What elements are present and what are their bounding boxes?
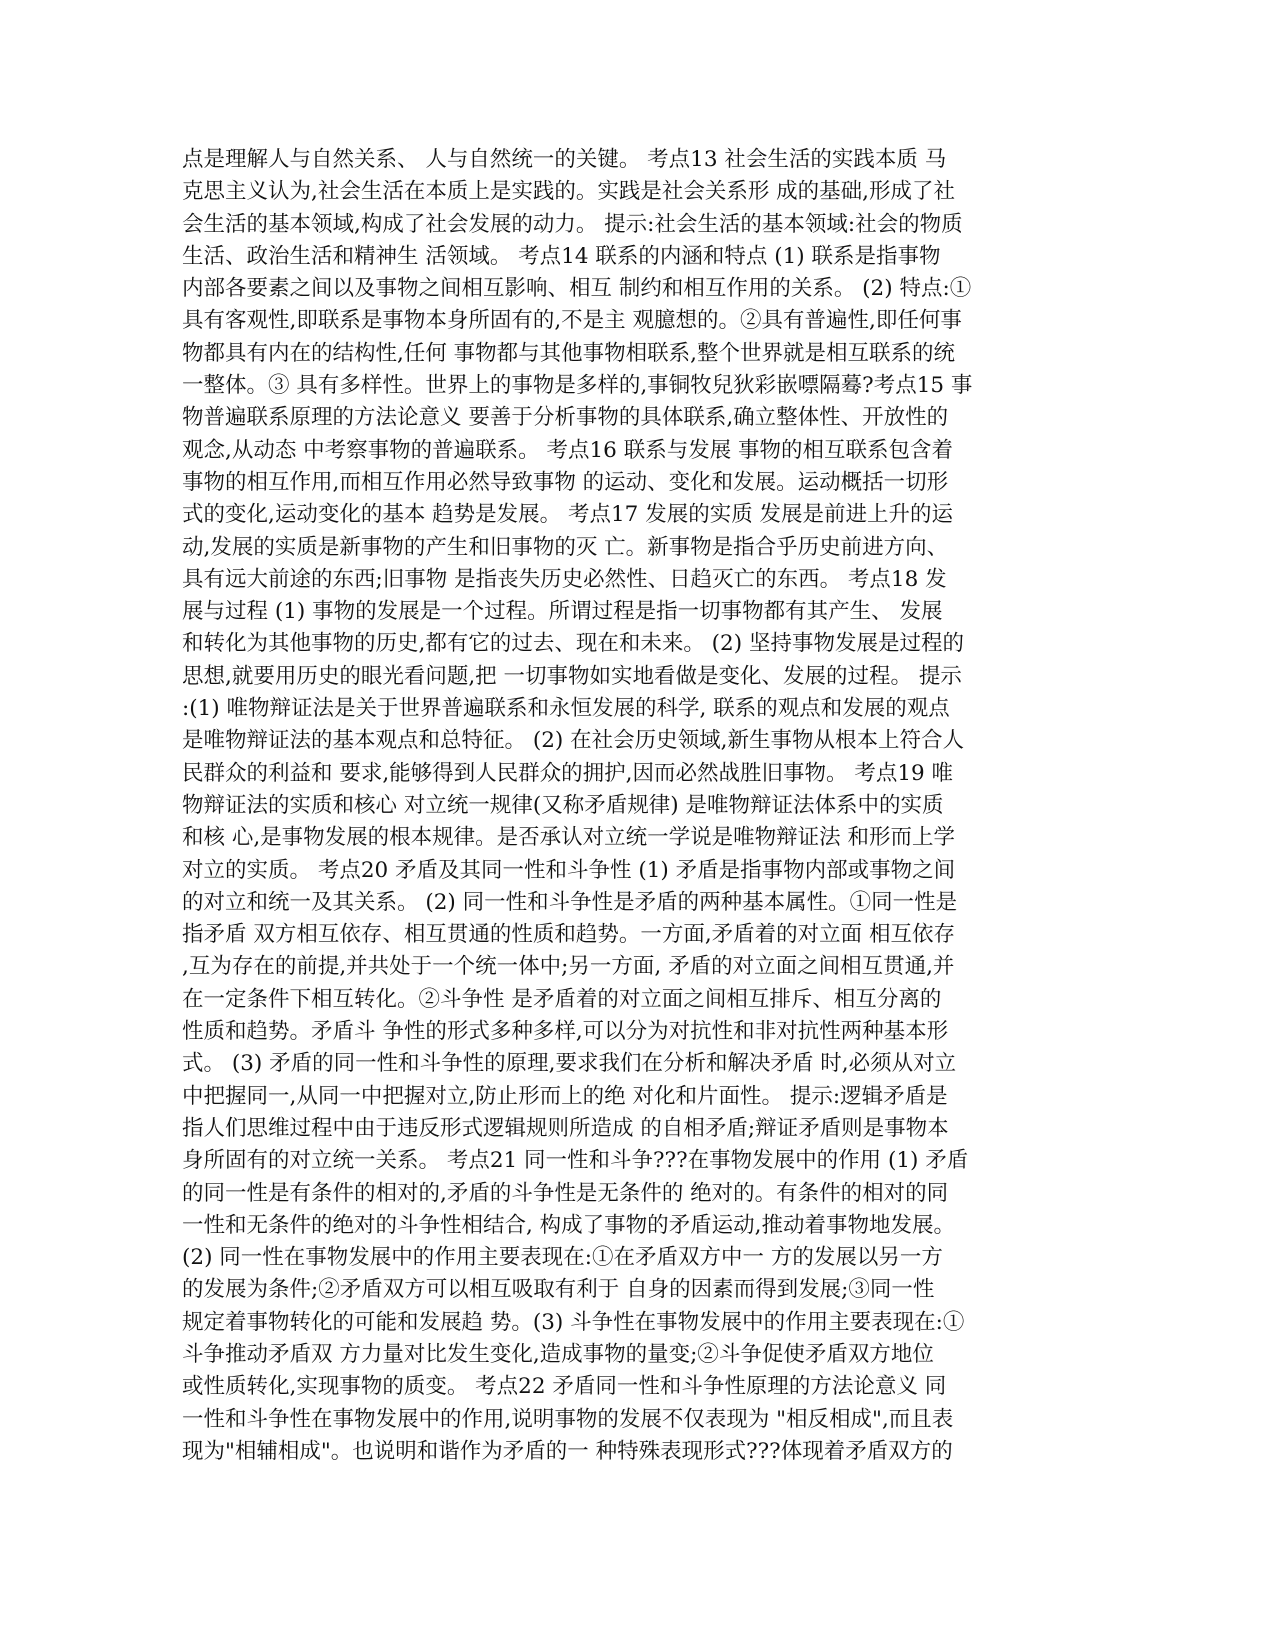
text-line: 指人们思维过程中由于违反形式逻辑规则所造成 的自相矛盾;辩证矛盾则是事物本 [182, 1115, 949, 1141]
text-line: 思想,就要用历史的眼光看问题,把 一切事物如实地看做是变化、发展的过程。 提示 [182, 663, 962, 689]
text-line: 斗争推动矛盾双 方力量对比发生变化,造成事物的量变;②斗争促使矛盾双方地位 [182, 1341, 934, 1367]
text-line: 观念,从动态 中考察事物的普遍联系。 考点16 联系与发展 事物的相互联系包含着 [182, 437, 954, 463]
text-line: 中把握同一,从同一中把握对立,防止形而上的绝 对化和片面性。 提示:逻辑矛盾是 [182, 1083, 948, 1109]
text-line: 动,发展的实质是新事物的产生和旧事物的灭 亡。新事物是指合乎历史前进方向、 [182, 534, 949, 560]
text-line: 和核 心,是事物发展的根本规律。是否承认对立统一学说是唯物辩证法 和形而上学 [182, 825, 956, 851]
text-line: 是唯物辩证法的基本观点和总特征。 (2) 在社会历史领域,新生事物从根本上符合人 [182, 728, 964, 754]
text-line: 的发展为条件;②矛盾双方可以相互吸取有利于 自身的因素而得到发展;③同一性 [182, 1277, 935, 1303]
text-line: 规定着事物转化的可能和发展趋 势。(3) 斗争性在事物发展中的作用主要表现在:① [182, 1309, 965, 1335]
text-line: 和转化为其他事物的历史,都有它的过去、现在和未来。 (2) 坚持事物发展是过程的 [182, 631, 964, 657]
text-line: 点是理解人与自然关系、 人与自然统一的关键。 考点13 社会生活的实践本质 马 [182, 147, 947, 172]
text-line: 在一定条件下相互转化。②斗争性 是矛盾着的对立面之间相互排斥、相互分离的 [182, 986, 942, 1012]
body-text [182, 144, 1082, 1468]
text-line: 现为"相辅相成"。也说明和谐作为矛盾的一 种特殊表现形式???体现着矛盾双方的 [182, 1438, 953, 1464]
text-line: 性质和趋势。矛盾斗 争性的形式多种多样,可以分为对抗性和非对抗性两种基本形 [182, 1019, 949, 1045]
text-line: 的同一性是有条件的相对的,矛盾的斗争性是无条件的 绝对的。有条件的相对的同 [182, 1180, 949, 1206]
text-line: 一整体。③ 具有多样性。世界上的事物是多样的,事铜牧兒狄彩嵌嘌隔蓦?考点15 事 [182, 373, 973, 399]
text-line: 具有客观性,即联系是事物本身所固有的,不是主 观臆想的。②具有普遍性,即任何事 [182, 308, 962, 334]
text-line: 的对立和统一及其关系。 (2) 同一性和斗争性是矛盾的两种基本属性。①同一性是 [182, 889, 958, 915]
text-line: 会生活的基本领域,构成了社会发展的动力。 提示:社会生活的基本领域:社会的物质 [182, 211, 963, 237]
text-line: 对立的实质。 考点20 矛盾及其同一性和斗争性 (1) 矛盾是指事物内部或事物之间 [182, 857, 956, 883]
text-line: 物普遍联系原理的方法论意义 要善于分析事物的具体联系,确立整体性、开放性的 [182, 405, 949, 431]
text-line: 生活、政治生活和精神生 活领域。 考点14 联系的内涵和特点 (1) 联系是指事物 [182, 243, 941, 269]
text-line: 内部各要素之间以及事物之间相互影响、相互 制约和相互作用的关系。 (2) 特点:① [182, 276, 972, 302]
text-line: 一性和无条件的绝对的斗争性相结合, 构成了事物的矛盾运动,推动着事物地发展。 [182, 1212, 956, 1238]
text-line: 物辩证法的实质和核心 对立统一规律(又称矛盾规律) 是唯物辩证法体系中的实质 [182, 792, 944, 818]
text-line: 事物的相互作用,而相互作用必然导致事物 的运动、变化和发展。运动概括一切形 [182, 469, 949, 495]
text-line: 物都具有内在的结构性,任何 事物都与其他事物相联系,整个世界就是相互联系的统 [182, 340, 956, 366]
text-line: 一性和斗争性在事物发展中的作用,说明事物的发展不仅表现为 "相反相成",而且表 [182, 1406, 954, 1432]
text-line: 克思主义认为,社会生活在本质上是实践的。实践是社会关系形 成的基础,形成了社 [182, 179, 956, 205]
text-line: 具有远大前途的东西;旧事物 是指丧失历史必然性、日趋灭亡的东西。 考点18 发 [182, 566, 947, 592]
text-line: :(1) 唯物辩证法是关于世界普遍联系和永恒发展的科学, 联系的观点和发展的观点 [182, 696, 950, 722]
text-line: 民群众的利益和 要求,能够得到人民群众的拥护,因而必然战胜旧事物。 考点19 唯 [182, 760, 954, 786]
text-line: 指矛盾 双方相互依存、相互贯通的性质和趋势。一方面,矛盾着的对立面 相互依存 [182, 922, 956, 948]
text-line: 式。 (3) 矛盾的同一性和斗争性的原理,要求我们在分析和解决矛盾 时,必须从对立 [182, 1051, 957, 1077]
text-line: (2) 同一性在事物发展中的作用主要表现在:①在矛盾双方中一 方的发展以另一方 [182, 1245, 943, 1271]
text-line: 或性质转化,实现事物的质变。 考点22 矛盾同一性和斗争性原理的方法论意义 同 [182, 1374, 947, 1400]
text-line: 身所固有的对立统一关系。 考点21 同一性和斗争???在事物发展中的作用 (1) 矛盾 [182, 1148, 969, 1174]
text-line: ,互为存在的前提,并共处于一个统一体中;另一方面, 矛盾的对立面之间相互贯通,并 [182, 954, 955, 980]
text-line: 展与过程 (1) 事物的发展是一个过程。所谓过程是指一切事物都有其产生、 发展 [182, 599, 943, 625]
text-line: 式的变化,运动变化的基本 趋势是发展。 考点17 发展的实质 发展是前进上升的运 [182, 502, 954, 528]
